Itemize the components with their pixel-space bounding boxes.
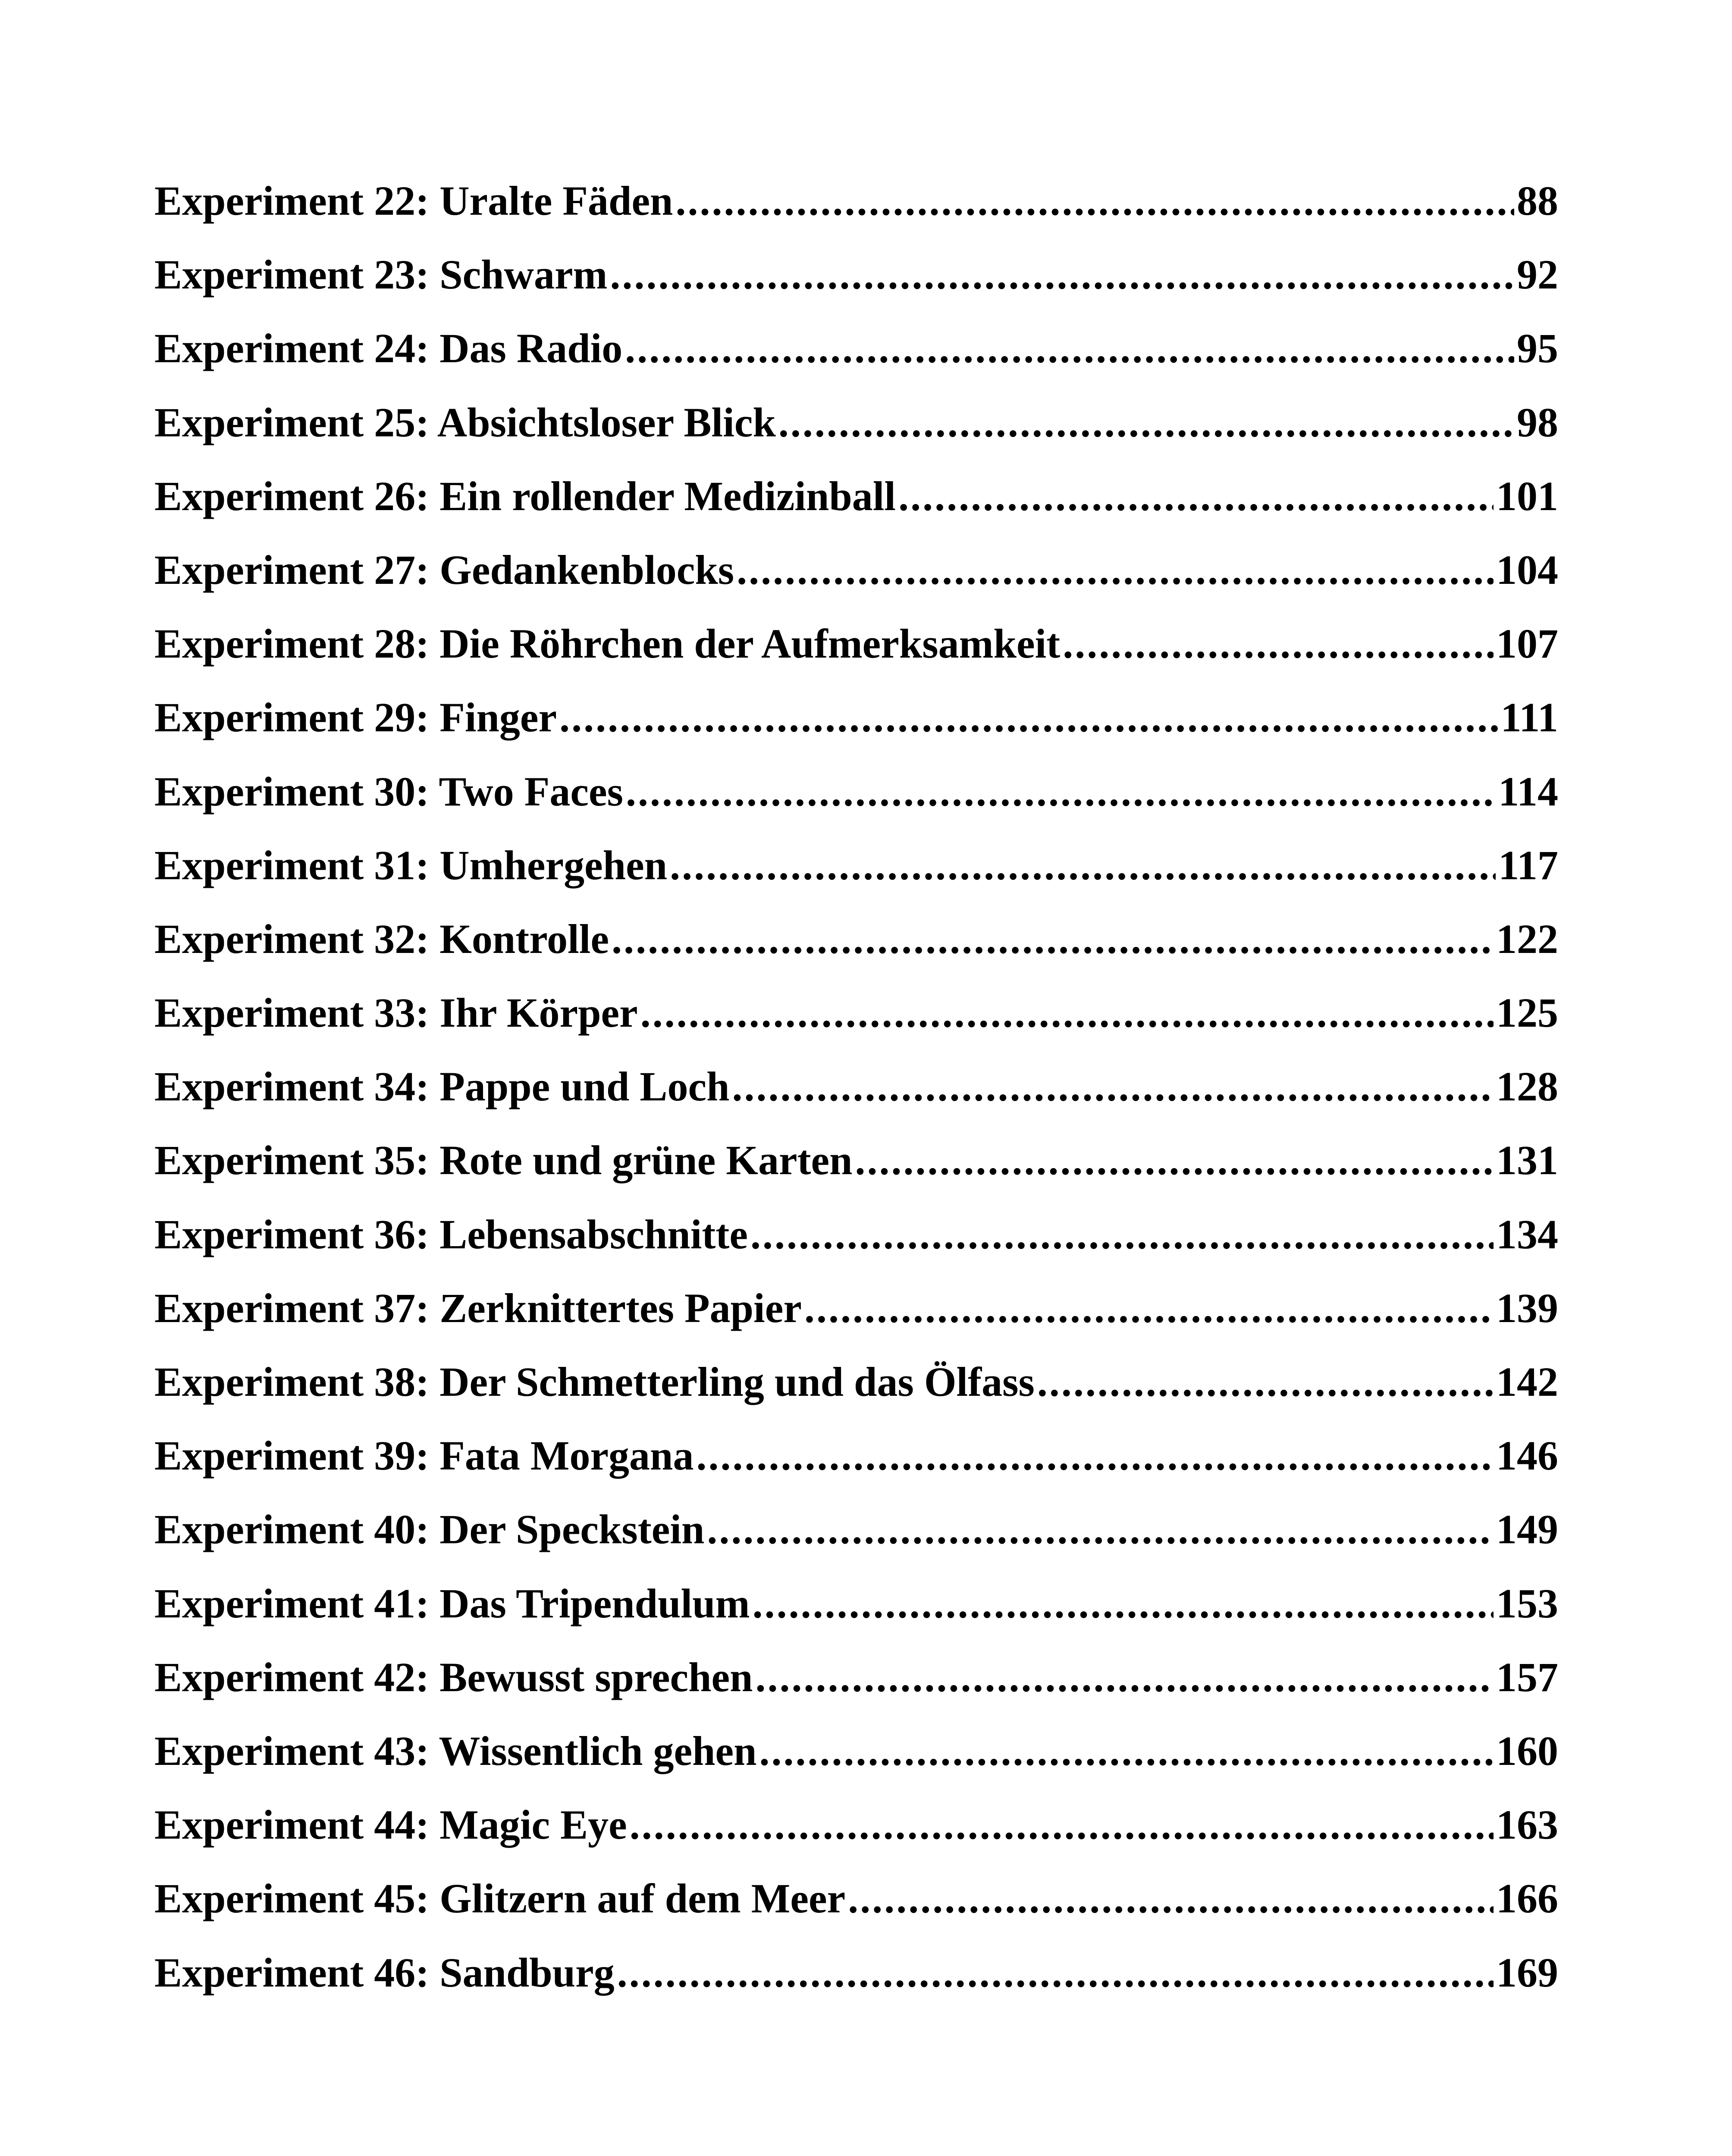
toc-entry[interactable] <box>154 768 1558 845</box>
toc-entry-page-number: 166 <box>1496 1875 1558 1922</box>
toc-entry-title: Experiment 29: Finger <box>154 694 557 741</box>
toc-entry-page-number: 134 <box>1496 1211 1558 1257</box>
dot-leader <box>848 1878 1494 1919</box>
toc-entry[interactable] <box>154 1580 1558 1657</box>
toc-entry-page-number: 122 <box>1496 915 1558 962</box>
toc-entry-page-number: 114 <box>1498 768 1558 815</box>
dot-leader <box>625 328 1514 369</box>
toc-entry[interactable] <box>154 842 1558 918</box>
toc-entry-title: Experiment 26: Ein rollender Medizinball <box>154 473 896 519</box>
toc-entry-page-number: 142 <box>1496 1359 1558 1405</box>
toc-entry-page-number: 111 <box>1500 694 1558 741</box>
toc-entry-page-number: 88 <box>1517 178 1558 224</box>
toc-entry-title: Experiment 34: Pappe und Loch <box>154 1063 730 1110</box>
dot-leader <box>756 1657 1494 1698</box>
dot-leader <box>737 549 1494 591</box>
dot-leader <box>610 254 1514 295</box>
toc-entry-title: Experiment 44: Magic Eye <box>154 1802 627 1848</box>
table-of-contents <box>154 180 1558 2026</box>
toc-entry-title: Experiment 31: Umhergehen <box>154 842 668 888</box>
dot-leader <box>630 1804 1494 1846</box>
toc-entry-title: Experiment 24: Das Radio <box>154 325 623 372</box>
toc-entry-title: Experiment 38: Der Schmetterling und das Ölfass <box>154 1359 1035 1405</box>
toc-entry-title: Experiment 41: Das Tripendulum <box>154 1580 750 1626</box>
toc-entry-page-number: 160 <box>1496 1727 1558 1774</box>
dot-leader <box>750 1214 1494 1255</box>
toc-entry[interactable] <box>154 1285 1558 1361</box>
dot-leader <box>732 1066 1494 1107</box>
toc-entry-title: Experiment 27: Gedankenblocks <box>154 546 734 593</box>
toc-entry-title: Experiment 22: Uralte Fäden <box>154 178 673 224</box>
toc-entry-page-number: 139 <box>1496 1285 1558 1331</box>
dot-leader <box>759 1730 1494 1772</box>
toc-entry-title: Experiment 36: Lebensabschnitte <box>154 1211 748 1257</box>
toc-entry[interactable] <box>154 473 1558 549</box>
toc-entry-page-number: 146 <box>1496 1432 1558 1479</box>
toc-entry-page-number: 117 <box>1498 842 1558 888</box>
toc-entry-title: Experiment 23: Schwarm <box>154 251 608 298</box>
toc-entry-page-number: 149 <box>1496 1506 1558 1553</box>
dot-leader <box>855 1140 1494 1181</box>
dot-leader <box>707 1509 1494 1550</box>
toc-entry-page-number: 131 <box>1496 1137 1558 1184</box>
dot-leader <box>696 1435 1494 1476</box>
toc-entry[interactable] <box>154 1875 1558 1952</box>
toc-entry-page-number: 128 <box>1496 1063 1558 1110</box>
toc-entry-title: Experiment 30: Two Faces <box>154 768 623 815</box>
dot-leader <box>1037 1361 1494 1403</box>
dot-leader <box>675 180 1514 222</box>
toc-entry[interactable] <box>154 1063 1558 1140</box>
toc-entry-page-number: 157 <box>1496 1654 1558 1700</box>
toc-entry[interactable] <box>154 992 1558 1066</box>
dot-leader <box>804 1288 1494 1329</box>
toc-entry-title: Experiment 43: Wissentlich gehen <box>154 1727 757 1774</box>
dot-leader <box>640 992 1494 1034</box>
toc-entry-page-number: 153 <box>1496 1580 1558 1626</box>
toc-entry-title: Experiment 40: Der Speckstein <box>154 1506 705 1553</box>
toc-entry[interactable] <box>154 1654 1558 1730</box>
dot-leader <box>559 697 1498 738</box>
toc-entry[interactable] <box>154 325 1558 401</box>
dot-leader <box>617 1952 1494 1993</box>
toc-entry-page-number: 107 <box>1496 620 1558 667</box>
toc-entry-page-number: 125 <box>1496 990 1558 1036</box>
dot-leader <box>1063 623 1494 664</box>
toc-entry-title: Experiment 25: Absichtsloser Blick <box>154 399 776 445</box>
toc-entry[interactable] <box>154 546 1558 623</box>
dot-leader <box>612 918 1494 960</box>
toc-entry-title: Experiment 39: Fata Morgana <box>154 1432 694 1479</box>
toc-entry-page-number: 98 <box>1517 399 1558 445</box>
toc-entry-page-number: 95 <box>1517 325 1558 372</box>
dot-leader <box>753 1583 1494 1624</box>
toc-entry[interactable] <box>154 915 1558 992</box>
toc-entry-page-number: 101 <box>1496 473 1558 519</box>
toc-entry-page-number: 163 <box>1496 1802 1558 1848</box>
toc-entry-title: Experiment 42: Bewusst sprechen <box>154 1654 753 1700</box>
toc-entry[interactable] <box>154 1727 1558 1804</box>
toc-entry[interactable] <box>154 251 1558 328</box>
toc-entry[interactable] <box>154 620 1558 697</box>
toc-entry-page-number: 169 <box>1496 1949 1558 1996</box>
dot-leader <box>898 476 1494 517</box>
toc-entry[interactable] <box>154 399 1558 476</box>
toc-entry[interactable] <box>154 1361 1558 1435</box>
toc-entry[interactable] <box>154 694 1558 771</box>
toc-entry[interactable] <box>154 1137 1558 1213</box>
toc-entry-title: Experiment 46: Sandburg <box>154 1949 615 1996</box>
toc-entry[interactable] <box>154 1949 1558 2026</box>
toc-entry-title: Experiment 35: Rote und grüne Karten <box>154 1137 853 1184</box>
toc-entry-title: Experiment 28: Die Röhrchen der Aufmerksamkeit <box>154 620 1061 667</box>
dot-leader <box>670 845 1496 886</box>
toc-entry-title: Experiment 32: Kontrolle <box>154 915 609 962</box>
toc-entry-title: Experiment 33: Ihr Körper <box>154 990 638 1036</box>
toc-entry[interactable] <box>154 1506 1558 1583</box>
toc-entry[interactable] <box>154 1211 1558 1288</box>
toc-entry-title: Experiment 37: Zerknittertes Papier <box>154 1285 802 1331</box>
toc-entry-page-number: 92 <box>1517 251 1558 298</box>
toc-entry[interactable] <box>154 1804 1558 1878</box>
toc-entry[interactable] <box>154 180 1558 254</box>
toc-entry[interactable] <box>154 1432 1558 1509</box>
toc-entry-page-number: 104 <box>1496 546 1558 593</box>
dot-leader <box>626 771 1496 812</box>
dot-leader <box>778 402 1514 443</box>
toc-entry-title: Experiment 45: Glitzern auf dem Meer <box>154 1875 846 1922</box>
